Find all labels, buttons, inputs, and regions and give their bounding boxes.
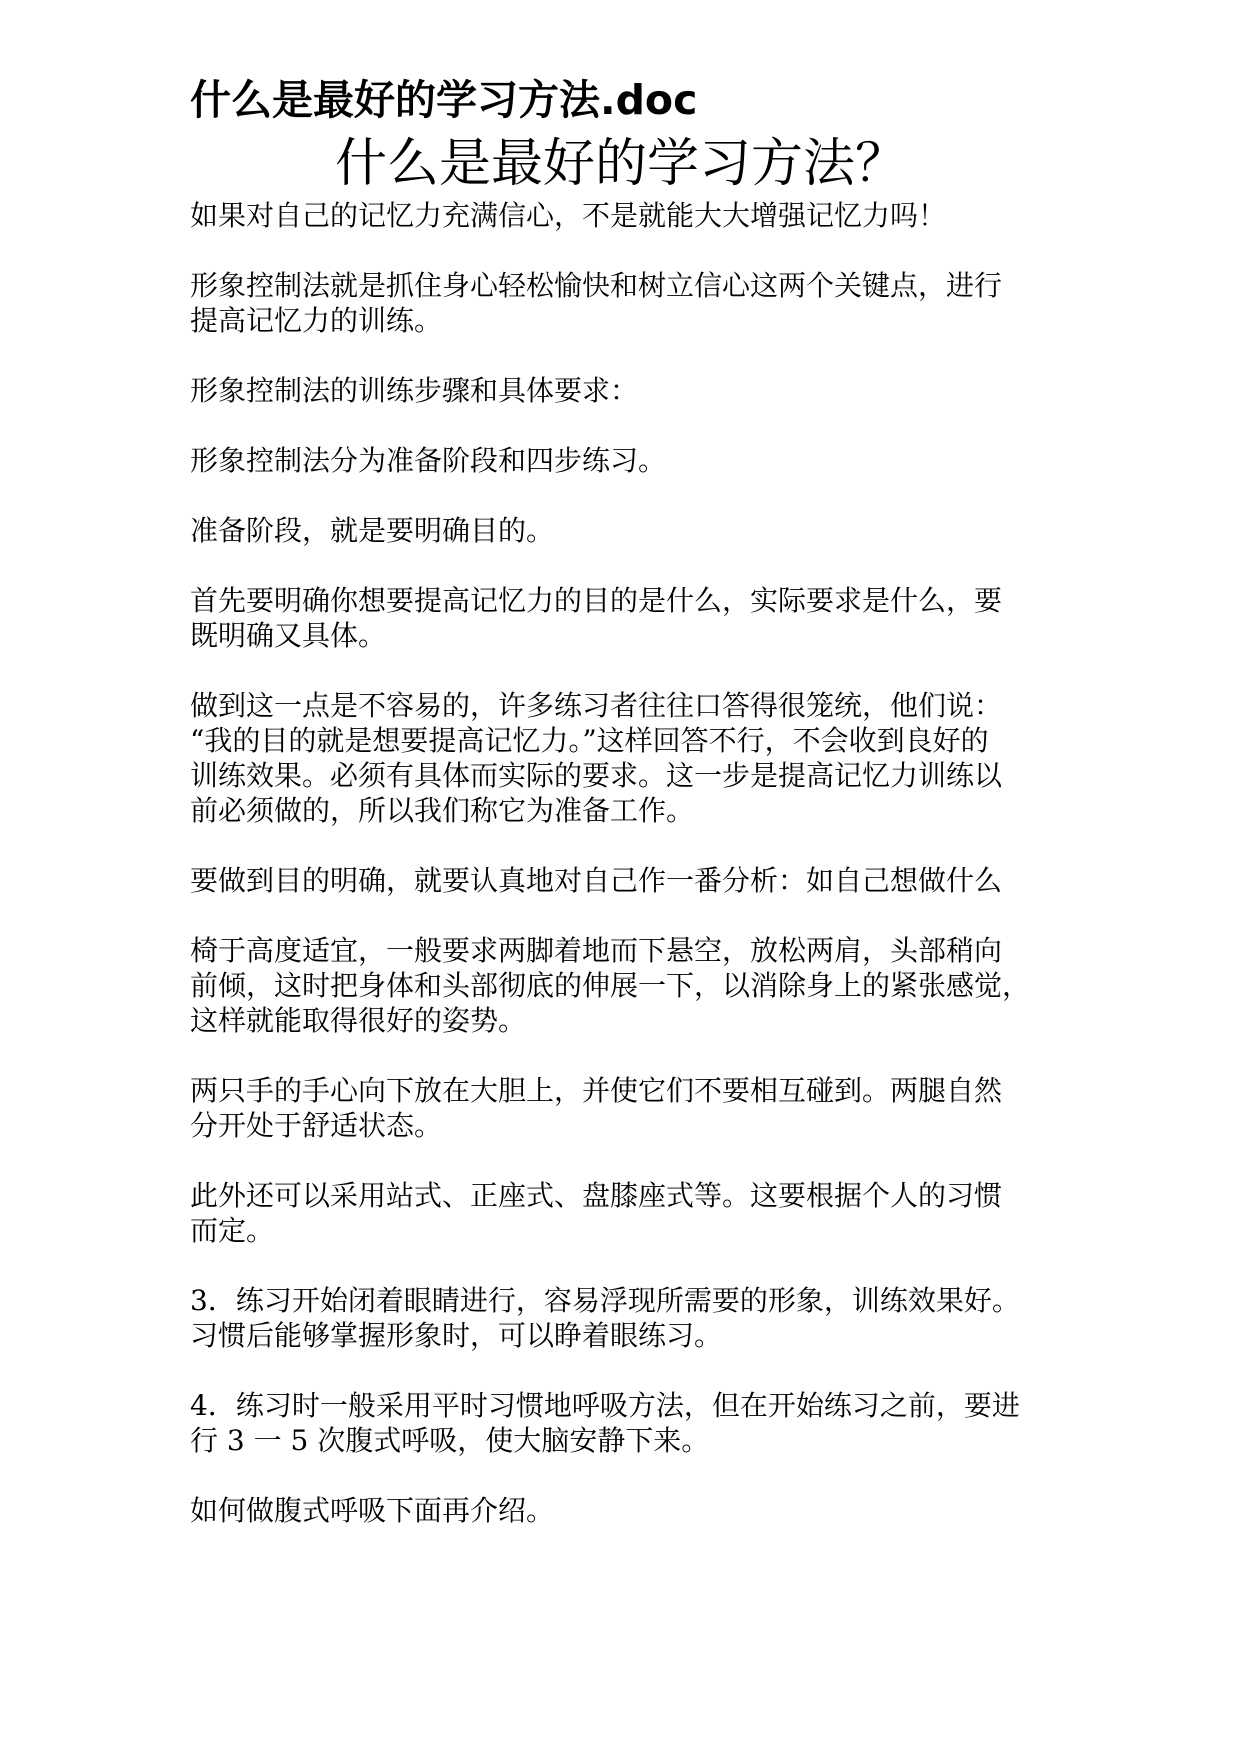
- paragraph: 形象控制法分为准备阶段和四步练习。: [190, 444, 667, 477]
- document-body: [190, 198, 1070, 1563]
- paragraph: 形象控制法就是抓住身心轻松愉快和树立信心这两个关键点，进行 提高记忆力的训练。: [190, 269, 1003, 337]
- paragraph: 准备阶段，就是要明确目的。: [190, 514, 555, 547]
- paragraph: 要做到目的明确，就要认真地对自己作一番分析：如自己想做什么: [190, 864, 1003, 897]
- paragraph: 形象控制法的训练步骤和具体要求：: [190, 374, 639, 407]
- paragraph: 3．练习开始闭着眼睛进行，容易浮现所需要的形象，训练效果好。 习惯后能够掌握形象时，可以睁着眼练习。: [190, 1284, 1020, 1352]
- paragraph: 4．练习时一般采用平时习惯地呼吸方法，但在开始练习之前，要进 行 3 一 5 次腹式呼吸，使大脑安静下来。: [190, 1389, 1020, 1457]
- paragraph: 首先要明确你想要提高记忆力的目的是什么，实际要求是什么，要 既明确又具体。: [190, 584, 1003, 652]
- paragraph: 如果对自己的记忆力充满信心，不是就能大大增强记忆力吗！: [190, 199, 947, 232]
- file-title: 什么是最好的学习方法.doc: [190, 76, 698, 124]
- paragraph: 两只手的手心向下放在大胆上，并使它们不要相互碰到。两腿自然 分开处于舒适状态。: [190, 1074, 1003, 1142]
- paragraph: 此外还可以采用站式、正座式、盘膝座式等。这要根据个人的习惯 而定。: [190, 1179, 1003, 1247]
- document-title: 什么是最好的学习方法？: [334, 134, 907, 194]
- paragraph: 椅于高度适宜，一般要求两脚着地而下悬空，放松两肩，头部稍向 前倾，这时把身体和头部彻底的伸展一下，以消除身上的紧张感觉， 这样就能取得很好的姿势。: [190, 934, 1031, 1037]
- paragraph: 做到这一点是不容易的，许多练习者往往口答得很笼统，他们说： “我的目的就是想要提高记忆力。”这样回答不行，不会收到良好的 训练效果。必须有具体而实际的要求。这一步是提高记忆力训练以 前必须做的，所以我们称它为准备工作。: [190, 689, 1003, 827]
- paragraph: 如何做腹式呼吸下面再介绍。: [190, 1494, 555, 1527]
